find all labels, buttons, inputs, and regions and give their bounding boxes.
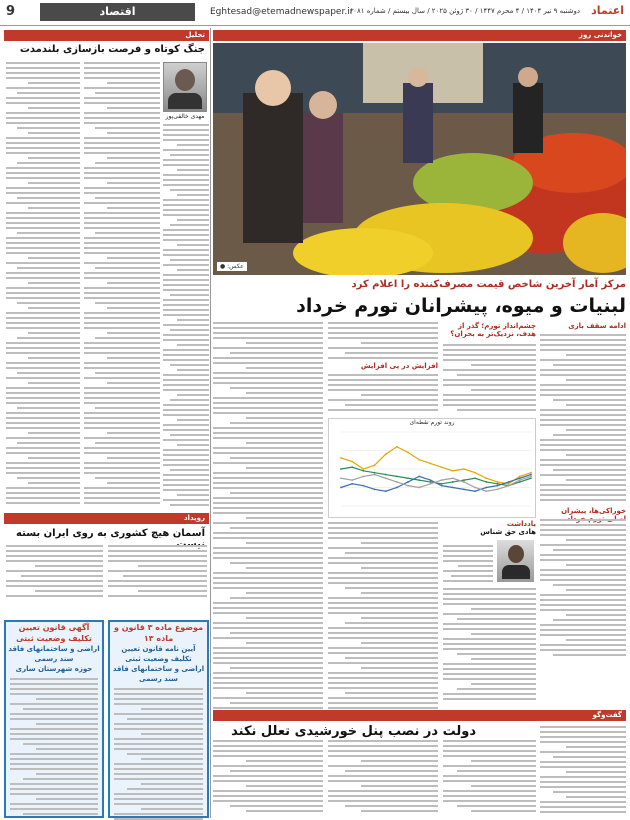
chart-point (396, 446, 398, 448)
ad1-body (10, 678, 98, 818)
news-headline: آسمان هیچ کشوری به روی ایران بسته (16, 528, 205, 539)
chart-point (418, 487, 420, 489)
analysis-kicker: تحلیل (4, 30, 209, 41)
chart-point (385, 453, 387, 455)
interview-headline: دولت در نصب پنل خورشیدی تعلل نکند (231, 724, 476, 739)
chart-point (430, 463, 432, 465)
chart-point (362, 485, 364, 487)
news-text-left (6, 545, 103, 601)
page-header (0, 0, 630, 26)
chart-point (508, 481, 510, 483)
main-article-kicker-row (213, 30, 626, 41)
chart-point (530, 476, 532, 478)
chart-point (396, 481, 398, 483)
news-kicker: رویداد (4, 513, 209, 524)
chart-point (407, 451, 409, 453)
chart-point (519, 476, 521, 478)
news-text-right (108, 545, 207, 601)
sidebar-note-label: یادداشت (506, 520, 536, 528)
email-text: Eghtesad@etemadnewspaper.ir (210, 7, 354, 17)
chart-point (497, 481, 499, 483)
author-name: مهدی خالقی‌پور (165, 113, 205, 120)
chart-point (441, 479, 443, 481)
chart-point (452, 481, 454, 483)
chart-point (452, 470, 454, 472)
chart-point (374, 464, 376, 466)
subhead-2: ادامه سقف بازی (568, 322, 626, 330)
chart-point (530, 472, 532, 474)
interview-col2 (443, 740, 536, 818)
chart-point (530, 477, 532, 479)
interview-kicker: گفت‌وگو (213, 710, 626, 721)
chart-point (396, 476, 398, 478)
chart-point (351, 479, 353, 481)
chart-point (385, 474, 387, 476)
chart-point (362, 468, 364, 470)
chart-point (463, 488, 465, 490)
chart-point (441, 483, 443, 485)
subhead-3: افزایش در پی افزایش (360, 362, 438, 370)
chart-point (497, 483, 499, 485)
main-text-col1 (540, 334, 626, 504)
chart-point (418, 459, 420, 461)
main-text-col3c (328, 522, 438, 712)
chart-point (497, 485, 499, 487)
chart-point (430, 481, 432, 483)
chart-point (441, 485, 443, 487)
chart-point (485, 487, 487, 489)
main-deck: مرکز آمار آخرین شاخص قیمت مصرف‌کننده را اعلام کرد (351, 279, 626, 290)
chart-point (463, 468, 465, 470)
chart-point (452, 487, 454, 489)
main-text-col1b (540, 519, 626, 659)
sidebar-text-b (443, 588, 536, 703)
market-photo: عکس: ● (213, 43, 626, 275)
chart-point (351, 461, 353, 463)
chart-plot (329, 428, 535, 516)
chart-point (351, 483, 353, 485)
analysis-headline: جنگ کوتاه و فرصت بازسازی بلندمدت (19, 44, 205, 55)
chart-point (385, 490, 387, 492)
subhead-1: چشم‌انداز تورم؛ گذر از هدف، نزدیک‌تر به بحران؟ (450, 322, 536, 338)
main-text-col3b (328, 374, 438, 414)
interview-col1 (540, 726, 626, 818)
main-kicker: خواندنی روز (213, 30, 626, 41)
chart-point (474, 472, 476, 474)
sidebar-text-a (443, 545, 493, 585)
ad2-line2: آیین نامه قانون تعیین تکلیف وضعیت ثبتی (121, 645, 196, 663)
chart-point (530, 474, 532, 476)
main-text-col2 (443, 344, 536, 414)
chart-point (474, 487, 476, 489)
chart-point (374, 474, 376, 476)
sidebar-author-photo (497, 540, 534, 582)
section-label: اقتصاد (40, 3, 195, 21)
chart-point (474, 477, 476, 479)
chart-point (474, 490, 476, 492)
chart-point (374, 488, 376, 490)
chart-point (340, 468, 342, 470)
analysis-text-col2 (84, 62, 160, 510)
ad1-line2: اراضی و ساختمانهای فاقد سند رسمی (8, 645, 100, 663)
chart-point (508, 485, 510, 487)
chart-point (407, 485, 409, 487)
analysis-text-col3 (6, 62, 80, 510)
page-number: 9 (6, 4, 16, 19)
chart-point (407, 481, 409, 483)
chart-point (385, 477, 387, 479)
ad1-line3: حوزه شهرستان ساری (15, 665, 93, 673)
ad2-body (114, 688, 203, 820)
main-text-col3 (328, 322, 438, 362)
interview-col3 (328, 740, 438, 818)
main-text-col4 (213, 322, 323, 712)
date-line: دوشنبه ۹ تیر ۱۴۰۴ / ۴ محرم ۱۴۴۷ / ۳۰ ژوئن ۲۰۲۵ / سال بیستم / شماره ۶۰۸۱ (349, 7, 580, 15)
analysis-block (4, 30, 209, 55)
legal-notice-ad-1 (4, 620, 104, 818)
chart-point (508, 483, 510, 485)
chart-point (418, 479, 420, 481)
chart-point (374, 472, 376, 474)
subhead-4: خوراکی‌ها، پیشران (561, 507, 626, 515)
legal-notice-ad-2 (108, 620, 209, 818)
interview-col4 (213, 740, 323, 818)
chart-point (396, 487, 398, 489)
chart-point (340, 487, 342, 489)
chart-title: روند تورم نقطه‌ای (409, 419, 455, 426)
author-photo (163, 62, 207, 112)
chart-point (340, 457, 342, 459)
chart-point (485, 490, 487, 492)
chart-point (430, 479, 432, 481)
newspaper-logo: اعتماد (591, 4, 624, 17)
chart-point (441, 466, 443, 468)
chart-point (362, 476, 364, 478)
chart-point (452, 477, 454, 479)
chart-point (418, 476, 420, 478)
chart-point (351, 466, 353, 468)
chart-point (485, 477, 487, 479)
chart-point (497, 488, 499, 490)
fruit-market-image (213, 43, 626, 275)
inflation-chart (328, 418, 536, 518)
analysis-text-col1 (163, 124, 209, 510)
main-headline: لبنیات و میوه، پیشرانان تورم خرداد (296, 295, 626, 317)
chart-point (519, 479, 521, 481)
chart-point (463, 479, 465, 481)
column-divider (210, 28, 211, 818)
chart-point (485, 481, 487, 483)
chart-point (407, 477, 409, 479)
chart-series-line-0 (341, 447, 531, 484)
chart-point (463, 481, 465, 483)
sidebar-note (443, 520, 536, 536)
chart-point (362, 470, 364, 472)
ad2-title: موضوع ماده ۳ قانون و ماده ۱۳ (113, 623, 204, 643)
chart-point (519, 477, 521, 479)
ad1-title: آگهی قانون تعیین تکلیف وضعیت ثبتی (16, 623, 92, 643)
chart-point (340, 477, 342, 479)
sidebar-note-author: هادی حق شناس (480, 528, 536, 536)
ad2-line3: اراضی و ساختمانهای فاقد سند رسمی (112, 665, 205, 683)
chart-point (519, 481, 521, 483)
chart-point (430, 483, 432, 485)
